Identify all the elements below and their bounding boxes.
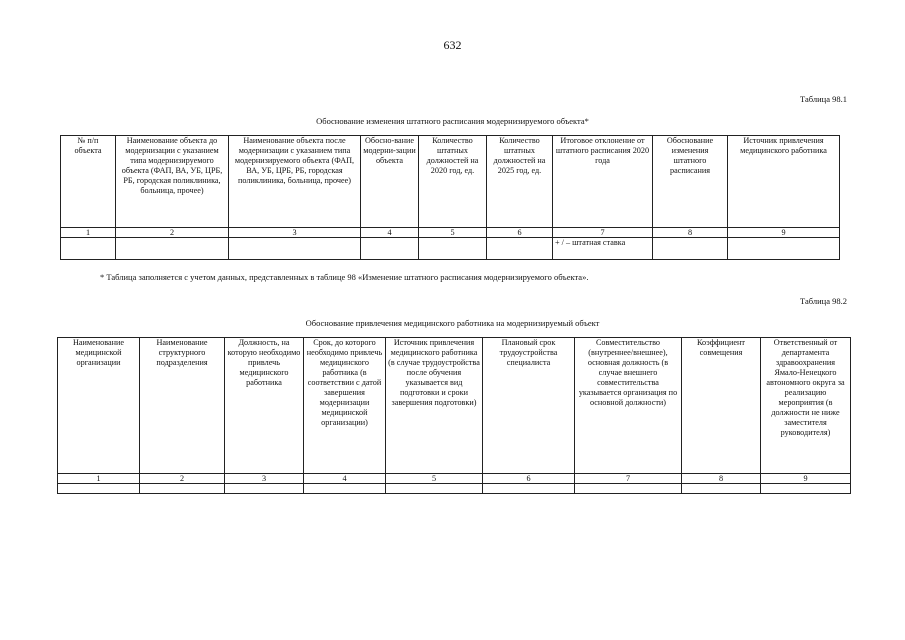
column-number: 2	[116, 228, 229, 238]
column-number: 1	[61, 228, 116, 238]
column-number: 7	[553, 228, 653, 238]
table-cell	[419, 238, 487, 260]
column-number: 3	[225, 474, 304, 484]
column-header: Источник привлечения медицинского работника (в случае трудоустройства после обучения указывается вид подготовки и сроки завершения подготовки)	[386, 338, 483, 474]
table-cell: + / – штатная ставка	[553, 238, 653, 260]
column-header: Должность, на которую необходимо привлечь медицинского работника	[225, 338, 304, 474]
column-header: Совместительство (внутреннее/внешнее), основная должность (в случае внешнего совместительства указывается организация по основной должности)	[575, 338, 682, 474]
table-cell	[304, 484, 386, 494]
column-header: Наименование объекта после модернизации с указанием типа модернизируемого объекта (ФАП, ВА, УБ, ЦРБ, РБ, городская поликлиника, больница, прочее)	[229, 136, 361, 228]
column-number: 4	[304, 474, 386, 484]
table-cell	[61, 238, 116, 260]
table-cell	[483, 484, 575, 494]
column-number: 1	[58, 474, 140, 484]
table-cell	[361, 238, 419, 260]
table-cell	[653, 238, 728, 260]
table-98-2	[57, 337, 851, 494]
column-number: 9	[728, 228, 840, 238]
column-header: Обоснование изменения штатного расписания	[653, 136, 728, 228]
column-number: 8	[653, 228, 728, 238]
table-cell	[58, 484, 140, 494]
table-cell	[140, 484, 225, 494]
table-cell	[116, 238, 229, 260]
table-row	[61, 238, 840, 260]
column-number: 5	[419, 228, 487, 238]
column-number: 9	[761, 474, 851, 484]
table-98-1-footnote: * Таблица заполняется с учетом данных, представленных в таблице 98 «Изменение штатного расписания модернизируемого объекта».	[100, 272, 589, 282]
column-header: Наименование медицинской организации	[58, 338, 140, 474]
table-98-1-label: Таблица 98.1	[800, 94, 847, 104]
column-number: 3	[229, 228, 361, 238]
column-header: Источник привлечения медицинского работника	[728, 136, 840, 228]
table-cell	[229, 238, 361, 260]
column-header: Наименование структурного подразделения	[140, 338, 225, 474]
table-98-1-title: Обоснование изменения штатного расписания модернизируемого объекта*	[316, 116, 589, 126]
column-number-row	[58, 474, 851, 484]
column-header: Плановый срок трудоустройства специалиста	[483, 338, 575, 474]
table-row	[58, 484, 851, 494]
column-number: 8	[682, 474, 761, 484]
column-header: Итоговое отклонение от штатного расписания 2020 года	[553, 136, 653, 228]
column-header: Коэффициент совмещения	[682, 338, 761, 474]
table-header-row	[58, 338, 851, 474]
table-cell	[487, 238, 553, 260]
column-number: 6	[483, 474, 575, 484]
column-number: 6	[487, 228, 553, 238]
table-cell	[682, 484, 761, 494]
table-98-2-label: Таблица 98.2	[800, 296, 847, 306]
table-98-2-title: Обоснование привлечения медицинского работника на модернизируемый объект	[305, 318, 600, 328]
column-header: Количество штатных должностей на 2025 год, ед.	[487, 136, 553, 228]
column-header: Количество штатных должностей на 2020 год, ед.	[419, 136, 487, 228]
column-header: Наименование объекта до модернизации с указанием типа модернизируемого объекта (ФАП, ВА, УБ, ЦРБ, РБ, городская поликлиника, больница, прочее)	[116, 136, 229, 228]
table-header-row	[61, 136, 840, 228]
column-header: Ответственный от департамента здравоохранения Ямало-Ненецкого автономного округа за реализацию мероприятия (в должности не ниже заместителя руководителя)	[761, 338, 851, 474]
table-cell	[225, 484, 304, 494]
column-header: Обосно-вание модерни-зации объекта	[361, 136, 419, 228]
table-98-1	[60, 135, 840, 260]
column-number: 5	[386, 474, 483, 484]
page-number: 632	[443, 38, 462, 52]
column-number-row	[61, 228, 840, 238]
column-number: 7	[575, 474, 682, 484]
table-cell	[761, 484, 851, 494]
table-cell	[728, 238, 840, 260]
column-header: № п/п объекта	[61, 136, 116, 228]
column-number: 4	[361, 228, 419, 238]
column-number: 2	[140, 474, 225, 484]
column-header: Срок, до которого необходимо привлечь медицинского работника (в соответствии с датой завершения модернизации медицинской организации)	[304, 338, 386, 474]
table-cell	[575, 484, 682, 494]
table-cell	[386, 484, 483, 494]
